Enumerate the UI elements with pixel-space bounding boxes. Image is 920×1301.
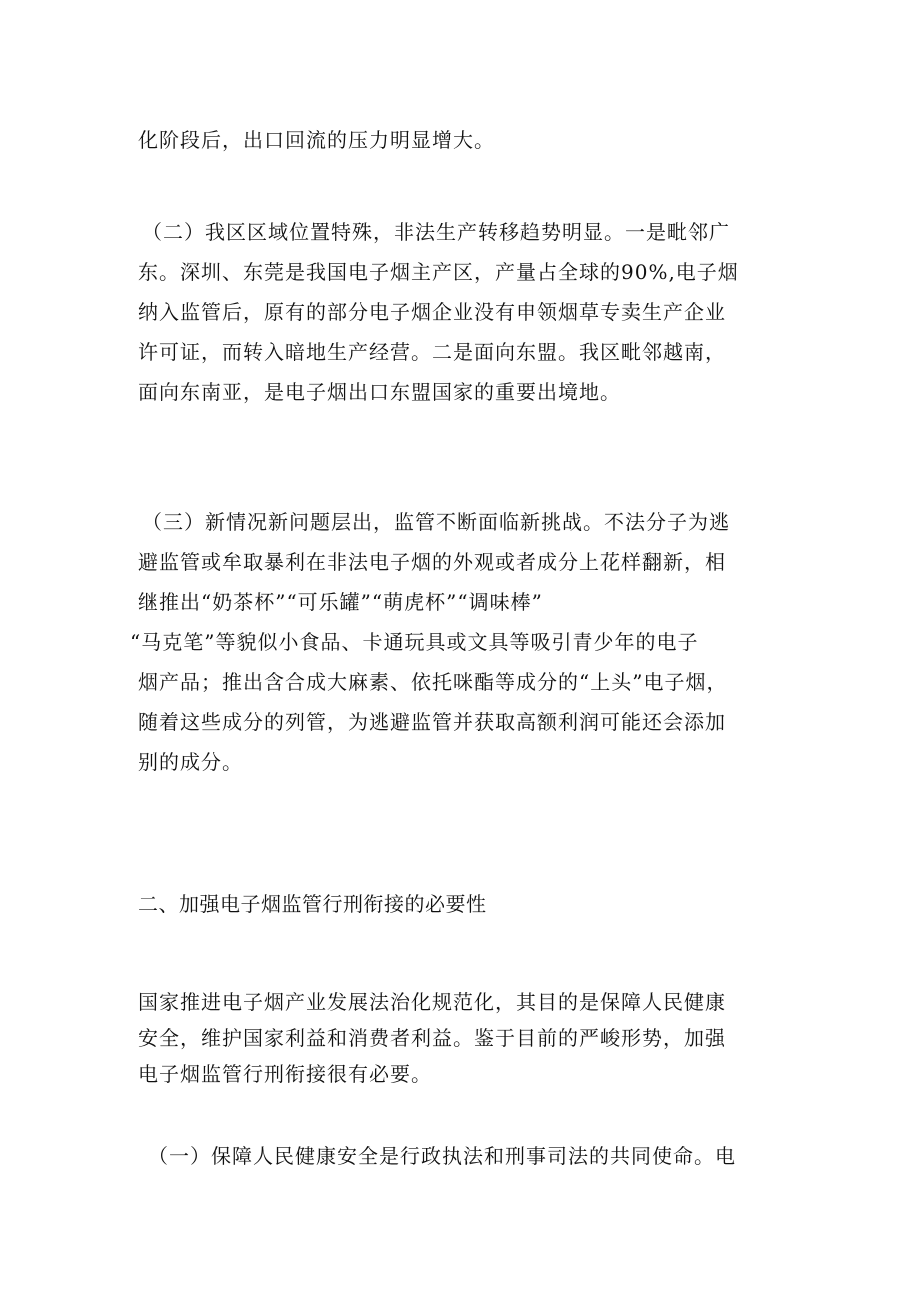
text-line: “马克笔”等貌似小食品、卡通玩具或文具等吸引青少年的电子 [130,630,699,654]
text-line: 避监管或牟取暴利在非法电子烟的外观或者成分上花样翻新，相 [138,550,726,574]
text-line: 纳入监管后，原有的部分电子烟企业没有申领烟草专卖生产企业 [138,300,726,324]
text-line: 许可证，而转入暗地生产经营。二是面向东盟。我区毗邻越南， [138,340,726,364]
text-line: 化阶段后，出口回流的压力明显增大。 [138,128,495,152]
text-line: （三）新情况新问题层出，监管不断面临新挑战。不法分子为逃 [142,510,730,534]
text-line: 安全，维护国家利益和消费者利益。鉴于目前的严峻形势，加强 [138,1026,726,1050]
text-line: 别的成分。 [138,750,243,774]
paragraph-5 [138,1136,798,1176]
text-line: （二）我区区域位置特殊，非法生产转移趋势明显。一是毗邻广 [142,220,730,244]
text-line: 烟产品；推出含合成大麻素、依托咪酯等成分的“上头”电子烟， [138,670,728,694]
text-line: 继推出“奶茶杯”“可乐罐”“萌虎杯”“调味棒” [138,590,543,614]
section-heading [138,884,798,924]
text-line: 随着这些成分的列管，为逃避监管并获取高额利润可能还会添加 [138,710,726,734]
text-line: 东。深圳、东莞是我国电子烟主产区，产量占全球的90%,电子烟 [138,260,739,284]
text-line: 电子烟监管行刑衔接很有必要。 [138,1062,432,1086]
paragraph-4 [138,984,798,1092]
heading-text: 二、加强电子烟监管行刑衔接的必要性 [138,892,487,916]
text-line: 面向东南亚，是电子烟出口东盟国家的重要出境地。 [138,380,621,404]
paragraph-1 [138,120,798,160]
paragraph-3 [130,502,798,782]
paragraph-2 [138,212,798,412]
text-line: （一）保障人民健康安全是行政执法和刑事司法的共同使命。电 [148,1144,736,1168]
text-line: 国家推进电子烟产业发展法治化规范化，其目的是保障人民健康 [138,990,726,1014]
